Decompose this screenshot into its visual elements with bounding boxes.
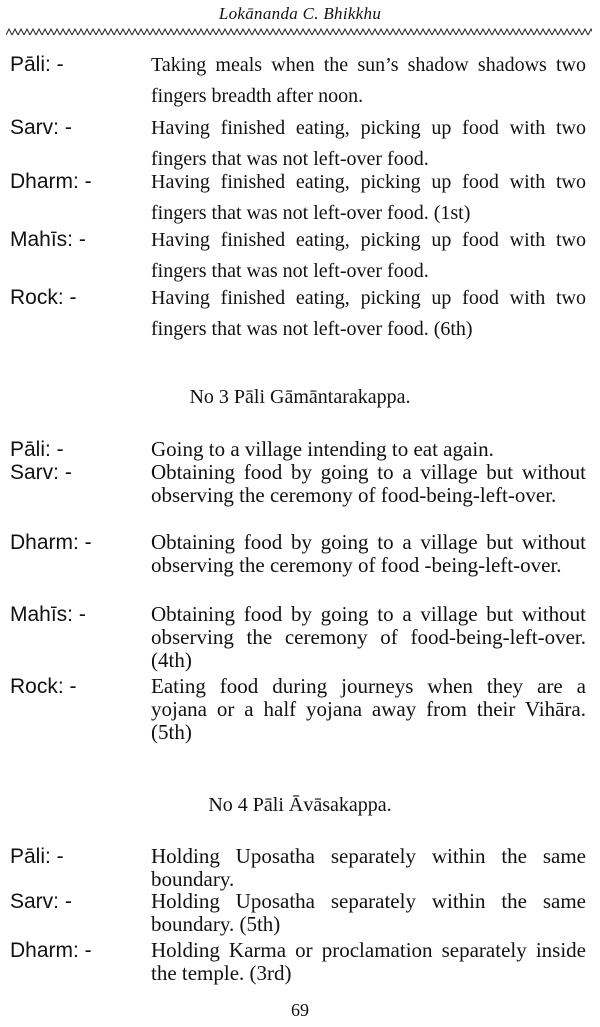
entry-label: Mahīs: -: [10, 228, 86, 251]
entry-text: Going to a village intending to eat again.: [151, 437, 494, 461]
entry-text: Taking meals when the sun’s shadow shadows two fingers breadth after noon.: [151, 54, 586, 107]
entry-text: Obtaining food by going to a village but without observing the ceremony of food-being-left-over. (4th): [151, 602, 586, 672]
entry-label: Dharm: -: [10, 939, 92, 962]
section-heading: No 4 Pāli Āvāsakappa.: [208, 794, 392, 816]
entry-text: Having finished eating, picking up food with two fingers that was not left-over food.: [151, 117, 586, 170]
entry-label: Pāli: -: [10, 53, 64, 76]
entry-text: Eating food during journeys when they are a yojana or a half yojana away from their Vihāra. (5th): [151, 674, 586, 744]
entry-label: Pāli: -: [10, 438, 64, 461]
section-heading: No 3 Pāli Gāmāntarakappa.: [189, 386, 411, 408]
entry-label: Rock: -: [10, 286, 77, 309]
running-head: Lokānanda C. Bhikkhu: [218, 4, 382, 23]
entry-text: Holding Uposatha separately within the same boundary.: [151, 844, 586, 891]
entry-text: Having finished eating, picking up food with two fingers that was not left-over food. (6th): [151, 287, 586, 340]
entry-text: Holding Karma or proclamation separately inside the temple. (3rd): [151, 938, 586, 985]
page-number: 69: [291, 1000, 309, 1020]
entry-label: Rock: -: [10, 675, 77, 698]
decorative-rule: [6, 26, 592, 38]
entry-text: Having finished eating, picking up food with two fingers that was not left-over food.: [151, 229, 586, 282]
entry-label: Sarv: -: [10, 461, 72, 484]
entry-label: Mahīs: -: [10, 603, 86, 626]
entry-text: Obtaining food by going to a village but without observing the ceremony of food-being-left-over.: [151, 460, 586, 507]
entry-text: Having finished eating, picking up food with two fingers that was not left-over food. (1st): [151, 171, 586, 224]
entry-label: Dharm: -: [10, 170, 92, 193]
entry-text: Obtaining food by going to a village but without observing the ceremony of food -being-left-over.: [151, 530, 586, 577]
entry-label: Pāli: -: [10, 845, 64, 868]
entry-label: Sarv: -: [10, 116, 72, 139]
entry-label: Dharm: -: [10, 531, 92, 554]
entry-label: Sarv: -: [10, 890, 72, 913]
entry-text: Holding Uposatha separately within the same boundary. (5th): [151, 889, 586, 936]
